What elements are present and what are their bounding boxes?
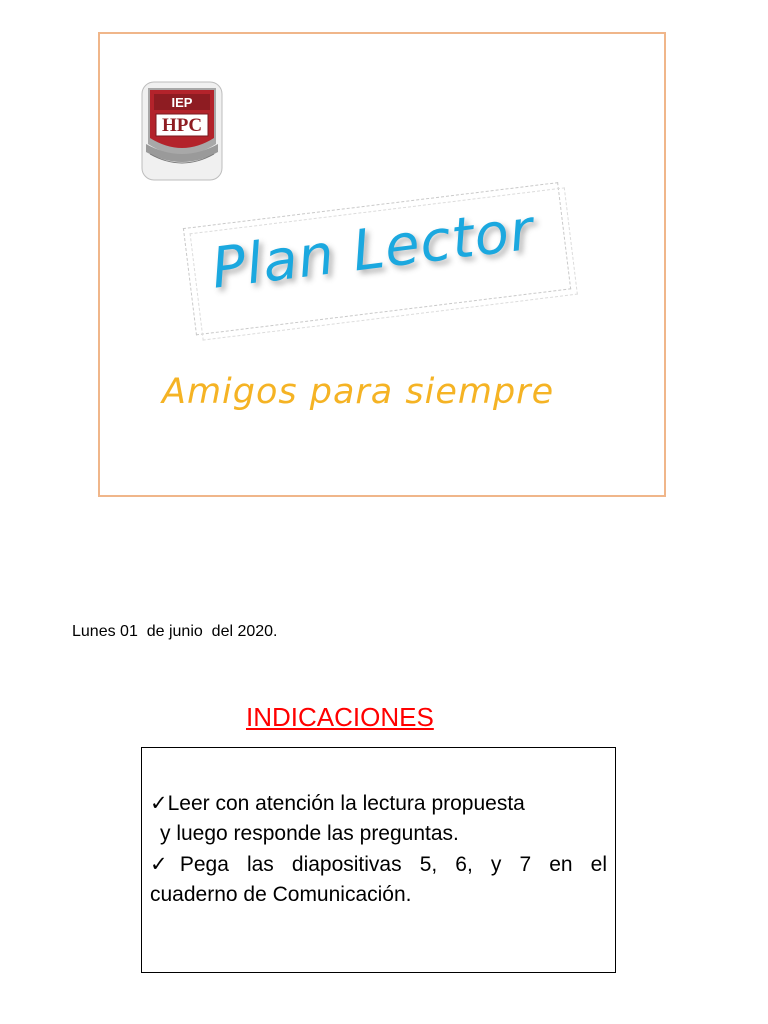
logo-main-text: HPC <box>161 115 203 136</box>
indication-text: cuaderno de Comunicación. <box>150 883 412 906</box>
checkmark-icon: ✓ <box>150 791 168 815</box>
indications-heading: INDICACIONES <box>246 702 434 732</box>
cover-subtitle: Amigos para siempre <box>162 372 555 412</box>
cover-box <box>98 32 666 497</box>
indication-item <box>150 788 607 819</box>
checkmark-icon: ✓ <box>150 852 180 876</box>
indication-text: Pega las diapositivas 5, 6, y 7 en el <box>179 853 607 876</box>
date-line: Lunes 01 de junio del 2020. <box>72 623 278 640</box>
indications-box <box>141 747 616 973</box>
indication-item-continuation <box>150 819 607 849</box>
school-logo <box>140 80 224 182</box>
indication-text: Leer con atención la lectura propuesta <box>167 792 525 815</box>
indication-text: y luego responde las preguntas. <box>160 822 459 845</box>
indication-item-continuation <box>150 880 607 910</box>
logo-top-text: IEP <box>171 95 193 110</box>
title-banner <box>181 169 584 348</box>
cover-title: Plan Lector <box>208 197 538 302</box>
indication-item <box>150 849 607 880</box>
